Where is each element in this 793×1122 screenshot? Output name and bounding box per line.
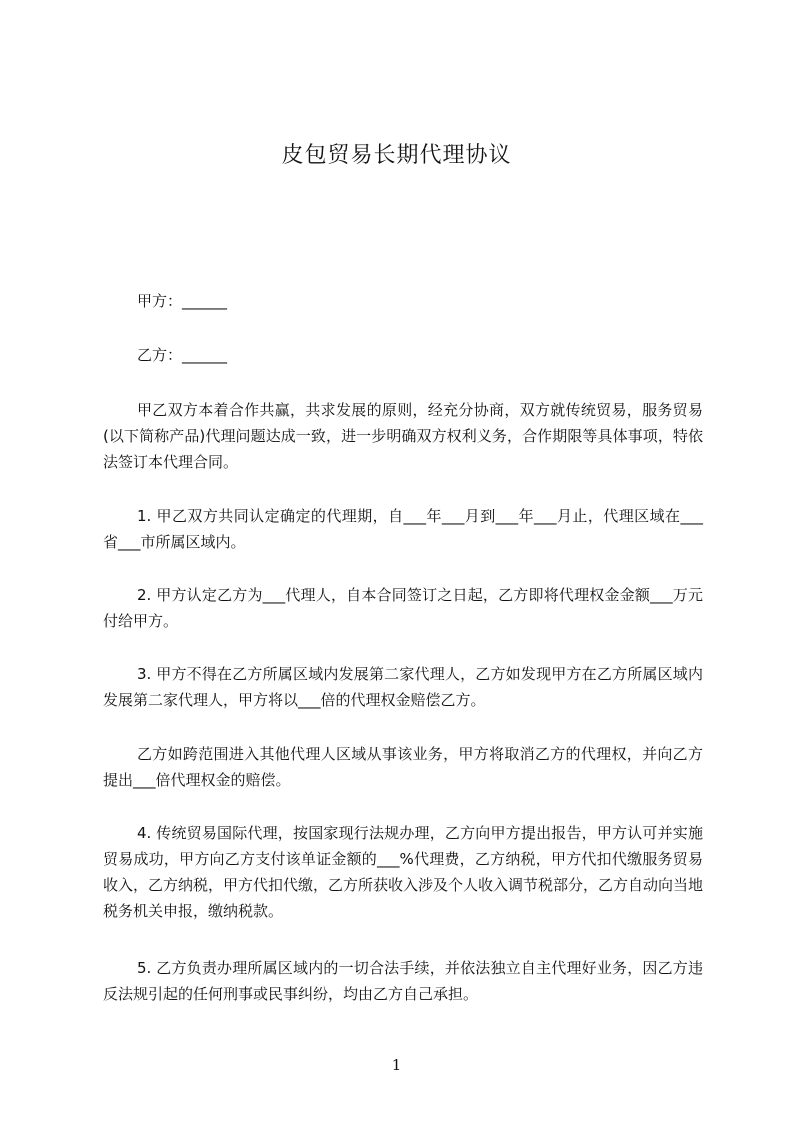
document-title: 皮包贸易长期代理协议 <box>281 143 512 168</box>
party-b-line: 乙方：______ <box>137 346 228 364</box>
intro-paragraph: 甲乙双方本着合作共赢，共求发展的原则，经充分协商，双方就传统贸易，服务贸易(以下简称产品)代理问题达成一致，进一步明确双方权利义务，合作期限等具体事项，特依法签订本代理合同。 <box>103 401 703 471</box>
page-number: 1 <box>391 1056 402 1074</box>
clause-3: 3. 甲方不得在乙方所属区域内发展第二家代理人，乙方如发现甲方在乙方所属区域内发展第二家代理人，甲方将以___倍的代理权金赔偿乙方。 <box>103 665 703 709</box>
clause-1: 1. 甲乙双方共同认定确定的代理期，自___年___月到___年___月止，代理区域在___省___市所属区域内。 <box>103 507 703 551</box>
clause-5: 5. 乙方负责办理所属区域内的一切合法手续，并依法独立自主代理好业务，因乙方违反法规引起的任何刑事或民事纠纷，均由乙方自己承担。 <box>103 959 703 1003</box>
clause-2: 2. 甲方认定乙方为___代理人，自本合同签订之日起，乙方即将代理权金金额___万元付给甲方。 <box>103 586 703 630</box>
clause-4: 4. 传统贸易国际代理，按国家现行法规办理，乙方向甲方提出报告，甲方认可并实施贸易成功，甲方向乙方支付该单证金额的___%代理费，乙方纳税，甲方代扣代缴服务贸易收入，乙方纳税，甲方代扣代缴，乙方所获收入涉及个人收入调节税部分，乙方自动向当地税务机关申报，缴纳税款。 <box>103 824 704 920</box>
clause-3-continuation: 乙方如跨范围进入其他代理人区域从事该业务，甲方将取消乙方的代理权，并向乙方提出___倍代理权金的赔偿。 <box>103 745 703 789</box>
party-a-line: 甲方：______ <box>137 292 228 310</box>
